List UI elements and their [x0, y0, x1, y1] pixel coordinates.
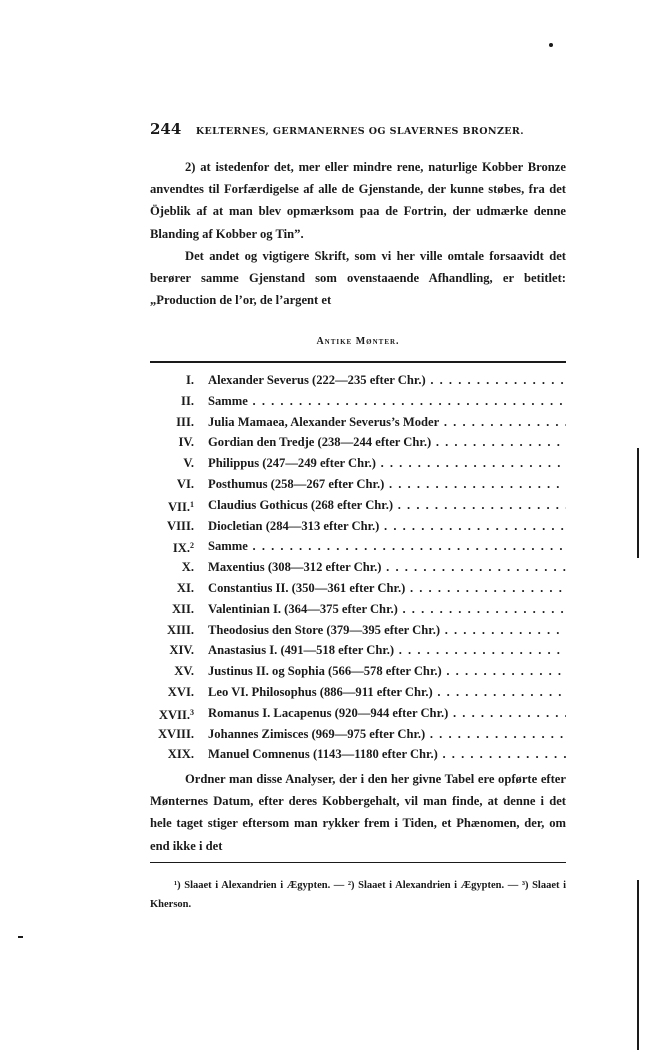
row-entry: Philippus (247—249 efter Chr.) . . .: [208, 453, 566, 474]
row-entry: Claudius Gothicus (268 efter Chr.) . . .: [208, 495, 566, 516]
closing-paragraph: Ordner man disse Analyser, der i den her givne Tabel ere opførte efter Mønternes Datum, efter deres Kobbergehalt, vil man finde, at denne i det hele taget stiger eftersom man rykker frem i Tiden, et Phænomen, der, om end ikke i det: [150, 772, 566, 853]
table-row: [150, 370, 566, 391]
table-row: [150, 516, 566, 537]
table-row: [150, 557, 566, 578]
running-title: KELTERNES, GERMANERNES OG SLAVERNES BRONZER.: [195, 126, 524, 137]
page-number: 244: [150, 120, 182, 138]
row-entry: Manuel Comnenus (1143—1180 efter Chr.) . . .: [208, 744, 566, 765]
row-entry: Valentinian I. (364—375 efter Chr.) . . .: [208, 599, 566, 620]
row-entry: Maxentius (308—312 efter Chr.) . . .: [208, 557, 566, 578]
row-numeral: X.: [181, 560, 194, 575]
row-entry: Julia Mamaea, Alexander Severus’s Moder . . .: [208, 412, 566, 433]
row-entry: Leo VI. Philosophus (886—911 efter Chr.) . . .: [208, 682, 566, 703]
footnote-text: ¹) Slaaet i Alexandrien i Ægypten. — ²) Slaaet i Alexandrien i Ægypten. — ³) Slaaet i Kherson.: [150, 880, 566, 910]
row-numeral: XVII.: [158, 707, 190, 722]
row-entry: Justinus II. og Sophia (566—578 efter Chr.) . . .: [208, 661, 566, 682]
table-top-rule: [150, 361, 566, 363]
scan-edge-line: [637, 448, 639, 558]
row-numeral: XV.: [174, 664, 194, 679]
body-text-bottom: [150, 768, 566, 857]
table-caption: Antike Mønter.: [316, 336, 400, 347]
row-numeral: XIV.: [169, 643, 194, 658]
table-row: [150, 620, 566, 641]
table-row: [150, 474, 566, 495]
row-numeral: XIX.: [167, 747, 194, 762]
row-numeral: VIII.: [167, 518, 194, 533]
row-numeral: XII.: [171, 601, 194, 616]
table-row: [150, 391, 566, 412]
table-row: [150, 495, 566, 516]
row-entry: Theodosius den Store (379—395 efter Chr.) . . .: [208, 620, 566, 641]
table-row: [150, 453, 566, 474]
footnote-marker: 1: [190, 499, 194, 509]
table-row: [150, 578, 566, 599]
row-numeral: XVI.: [167, 684, 194, 699]
row-numeral: XVIII.: [157, 726, 194, 741]
row-entry: Diocletian (284—313 efter Chr.) . . .: [208, 516, 566, 537]
scan-edge-line: [637, 880, 639, 1050]
row-entry: Samme . . .: [208, 391, 566, 412]
row-entry: Posthumus (258—267 efter Chr.) . . .: [208, 474, 566, 495]
row-numeral: VII.: [167, 499, 190, 514]
table-row: [150, 599, 566, 620]
table-row: [150, 724, 566, 745]
row-entry: Gordian den Tredje (238—244 efter Chr.) . . .: [208, 432, 566, 453]
running-header: [150, 120, 570, 140]
scan-speck: [549, 43, 553, 47]
footnote-marker: 3: [190, 707, 194, 717]
coin-table: [150, 370, 566, 765]
row-numeral: II.: [181, 393, 194, 408]
table-row: [150, 661, 566, 682]
row-numeral: VI.: [176, 476, 194, 491]
row-numeral: IV.: [178, 435, 194, 450]
row-entry: Johannes Zimisces (969—975 efter Chr.) . . .: [208, 724, 566, 745]
row-numeral: V.: [183, 456, 194, 471]
scan-speck: [18, 936, 23, 938]
table-row: [150, 536, 566, 557]
body-text-top: [150, 156, 566, 311]
table-row: [150, 412, 566, 433]
footnotes: [150, 876, 566, 914]
table-row: [150, 703, 566, 724]
row-entry: Constantius II. (350—361 efter Chr.) . . .: [208, 578, 566, 599]
row-entry: Samme . . .: [208, 536, 566, 557]
row-numeral: XIII.: [167, 622, 194, 637]
footnote-marker: 2: [190, 541, 194, 551]
table-row: [150, 640, 566, 661]
row-numeral: I.: [185, 373, 194, 387]
paragraph-2: Det andet og vigtigere Skrift, som vi her ville omtale forsaavidt det berører samme Gjenstand som ovenstaaende Afhandling, er betitlet: „Production de l’or, de l’argent et: [150, 248, 566, 308]
footnote-rule: [150, 862, 566, 863]
table-row: [150, 744, 566, 765]
row-numeral: IX.: [172, 541, 190, 556]
row-numeral: III.: [176, 414, 194, 429]
row-entry: Romanus I. Lacapenus (920—944 efter Chr.) . . .: [208, 703, 566, 724]
table-row: [150, 432, 566, 453]
table-row: [150, 682, 566, 703]
paragraph-1: 2) at istedenfor det, mer eller mindre rene, naturlige Kobber Bronze anvendtes til Forfærdigelse af alle de Gjenstande, der kunne støbes, fra det Öjeblik af at man blev opmærksom paa de Fortrin, der udmærke denne Blanding af Kobber og Tin”.: [150, 160, 566, 241]
row-entry: Anastasius I. (491—518 efter Chr.) . . .: [208, 640, 566, 661]
row-numeral: XI.: [176, 580, 194, 595]
row-entry: Alexander Severus (222—235 efter Chr.) . . .: [208, 370, 566, 391]
